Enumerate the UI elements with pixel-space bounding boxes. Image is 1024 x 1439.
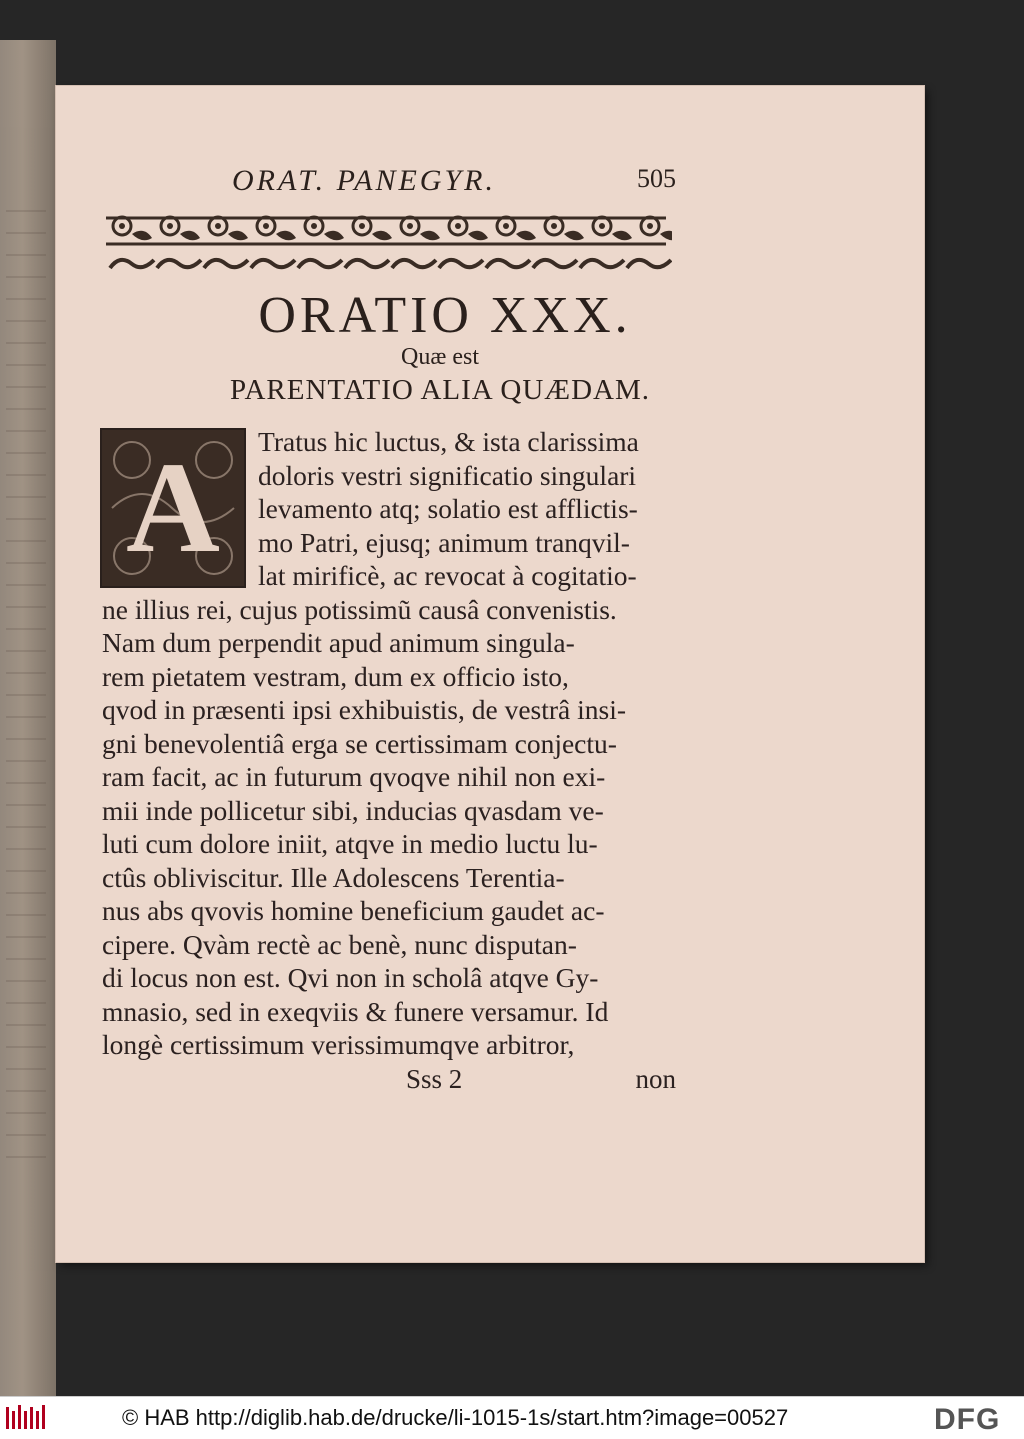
signature-mark: Sss 2 — [406, 1064, 463, 1094]
dfg-logo: DFG — [934, 1403, 1001, 1436]
text-line: ne illius rei, cujus potissimũ causâ convenistis. — [102, 593, 617, 625]
text-line: lat mirificè, ac revocat à cogitatio- — [258, 560, 637, 591]
initial-letter: A — [126, 436, 220, 580]
text-line: di locus non est. Qvi non in scholâ atqve Gy- — [102, 962, 599, 993]
book-page — [56, 86, 924, 1262]
copyright-link[interactable]: © HAB http://diglib.hab.de/drucke/li-1015-1s/start.htm?image=00527 — [122, 1405, 789, 1430]
text-line: mii inde pollicetur sibi, inducias qvasdam ve- — [102, 794, 604, 826]
decorated-initial — [100, 428, 246, 588]
hab-logo-icon — [6, 1403, 46, 1433]
text-line: mnasio, sed in exeqviis & funere versamur. Id — [102, 995, 609, 1027]
oration-subtitle: Quæ est — [401, 344, 479, 370]
text-line: mo Patri, ejusq; animum tranqvil- — [258, 526, 630, 558]
page-number: 505 — [637, 164, 676, 193]
oration-heading: PARENTATIO ALIA QUÆDAM. — [230, 374, 650, 406]
text-line: ram facit, ac in futurum qvoqve nihil non exi- — [102, 761, 606, 792]
text-line: nus abs qvovis homine beneficium gaudet ac- — [102, 895, 605, 926]
oration-title: ORATIO XXX. — [258, 287, 632, 344]
text-line: luti cum dolore iniit, atqve in medio luctu lu- — [102, 828, 598, 859]
catchword: non — [635, 1064, 676, 1094]
running-title: ORAT. PANEGYR. — [232, 164, 496, 197]
text-line: doloris vestri significatio singulari — [258, 459, 637, 491]
text-line: Nam dum perpendit apud animum singula- — [102, 627, 575, 658]
text-line: ctûs obliviscitur. Ille Adolescens Terentia- — [102, 861, 565, 893]
adjacent-page-edge — [0, 40, 56, 1396]
viewer-footer — [0, 1396, 1024, 1439]
text-line: levamento atq; solatio est afflictis- — [258, 493, 638, 524]
text-line: longè certissimum verissimumqve arbitror, — [102, 1029, 575, 1060]
text-line: rem pietatem vestram, dum ex officio isto, — [102, 660, 569, 692]
floral-ornament-band — [100, 204, 672, 282]
text-line: Tratus hic luctus, & ista clarissima — [258, 426, 639, 457]
running-head — [232, 164, 676, 204]
text-line: cipere. Qvàm rectè ac benè, nunc disputan- — [102, 928, 577, 960]
text-line: qvod in præsenti ipsi exhibuistis, de vestrâ insi- — [102, 694, 626, 725]
text-line: gni benevolentiâ erga se certissimam conjectu- — [102, 727, 617, 759]
page-foot — [406, 1064, 676, 1095]
